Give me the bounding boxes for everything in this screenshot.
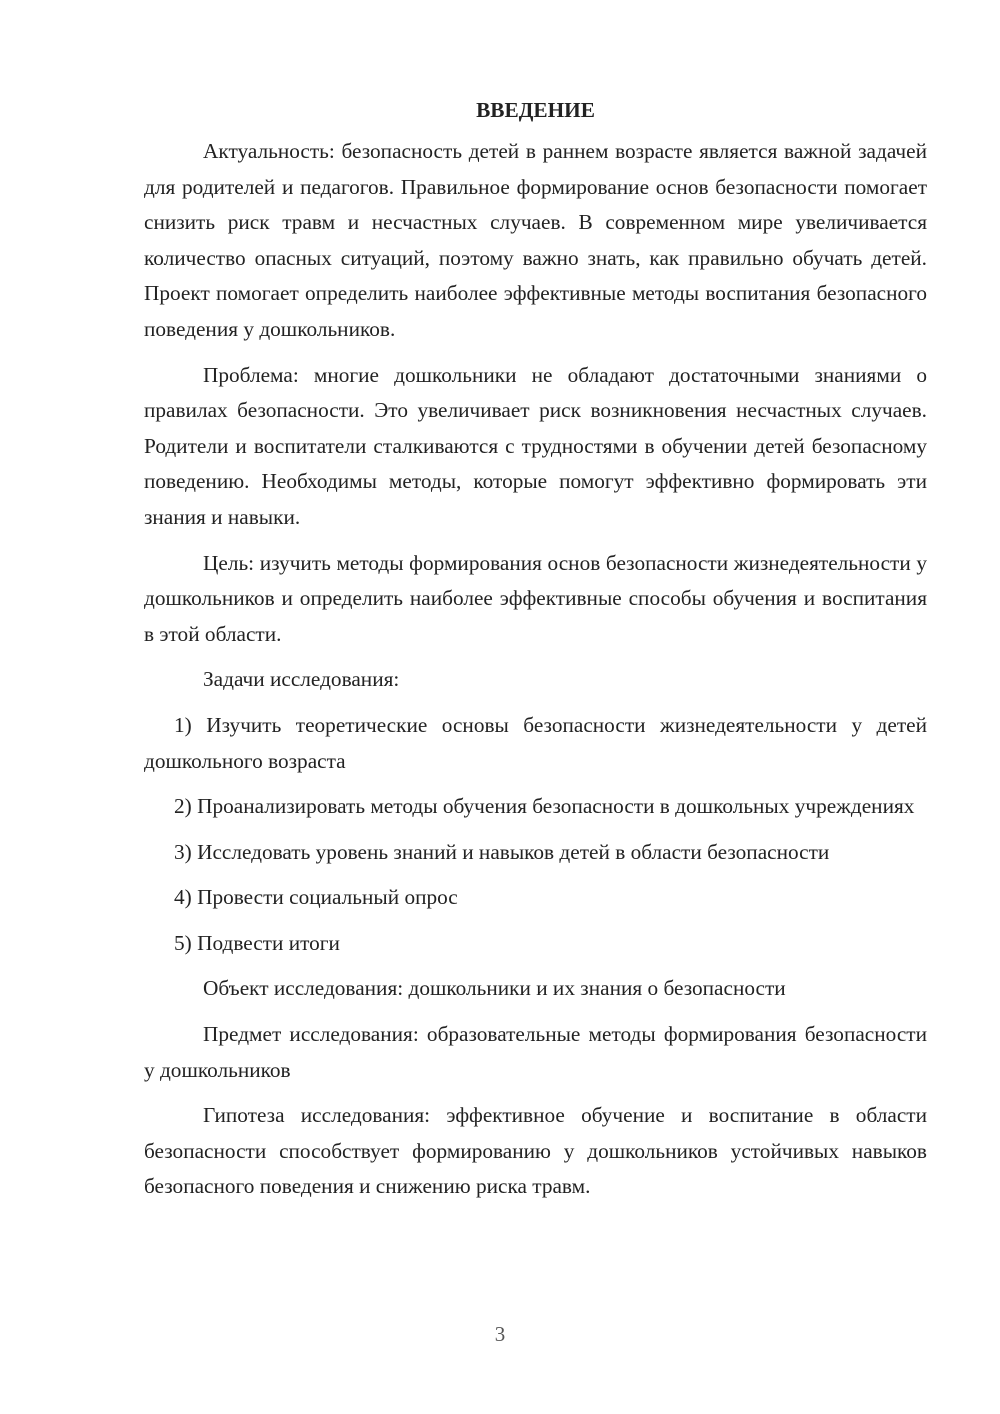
hypothesis-paragraph: Гипотеза исследования: эффективное обучение и воспитание в области безопасности способствует формированию у дошкольников устойчивых навыков безопасного поведения и снижению риска травм. — [144, 1103, 927, 1199]
research-subject-paragraph: Предмет исследования: образовательные методы формирования безопасности у дошкольников — [144, 1022, 927, 1082]
task-item-4: 4) Провести социальный опрос — [174, 885, 458, 910]
page-number: 3 — [494, 1322, 506, 1346]
document-page — [144, 94, 927, 1215]
task-item-3: 3) Исследовать уровень знаний и навыков детей в области безопасности — [174, 839, 830, 864]
problem-paragraph: Проблема: многие дошкольники не обладают достаточными знаниями о правилах безопасности. Это увеличивает риск возникновения несчастных случаев. Родители и воспитатели сталкиваются с трудностями в обучении детей безопасному поведению. Необходимы методы, которые помогут эффективно формировать эти знания и навыки. — [144, 362, 927, 529]
page-title: ВВЕДЕНИЕ — [476, 98, 595, 122]
tasks-title: Задачи исследования: — [203, 667, 400, 692]
goal-paragraph: Цель: изучить методы формирования основ безопасности жизнедеятельности у дошкольников и определить наиболее эффективные способы обучения и воспитания в этой области. — [144, 550, 927, 646]
task-item-2: 2) Проанализировать методы обучения безопасности в дошкольных учреждениях — [174, 794, 915, 819]
relevance-paragraph: Актуальность: безопасность детей в раннем возрасте является важной задачей для родителей и педагогов. Правильное формирование основ безопасности помогает снизить риск травм и несчастных случаев. В современном мире увеличивается количество опасных ситуаций, поэтому важно знать, как правильно обучать детей. Проект помогает определить наиболее эффективные методы воспитания безопасного поведения у дошкольников. — [144, 139, 927, 341]
research-object-paragraph: Объект исследования: дошкольники и их знания о безопасности — [203, 976, 786, 1001]
task-item-5: 5) Подвести итоги — [174, 930, 340, 955]
task-item-1: 1) Изучить теоретические основы безопасности жизнедеятельности у детей дошкольного возраста — [144, 712, 927, 773]
